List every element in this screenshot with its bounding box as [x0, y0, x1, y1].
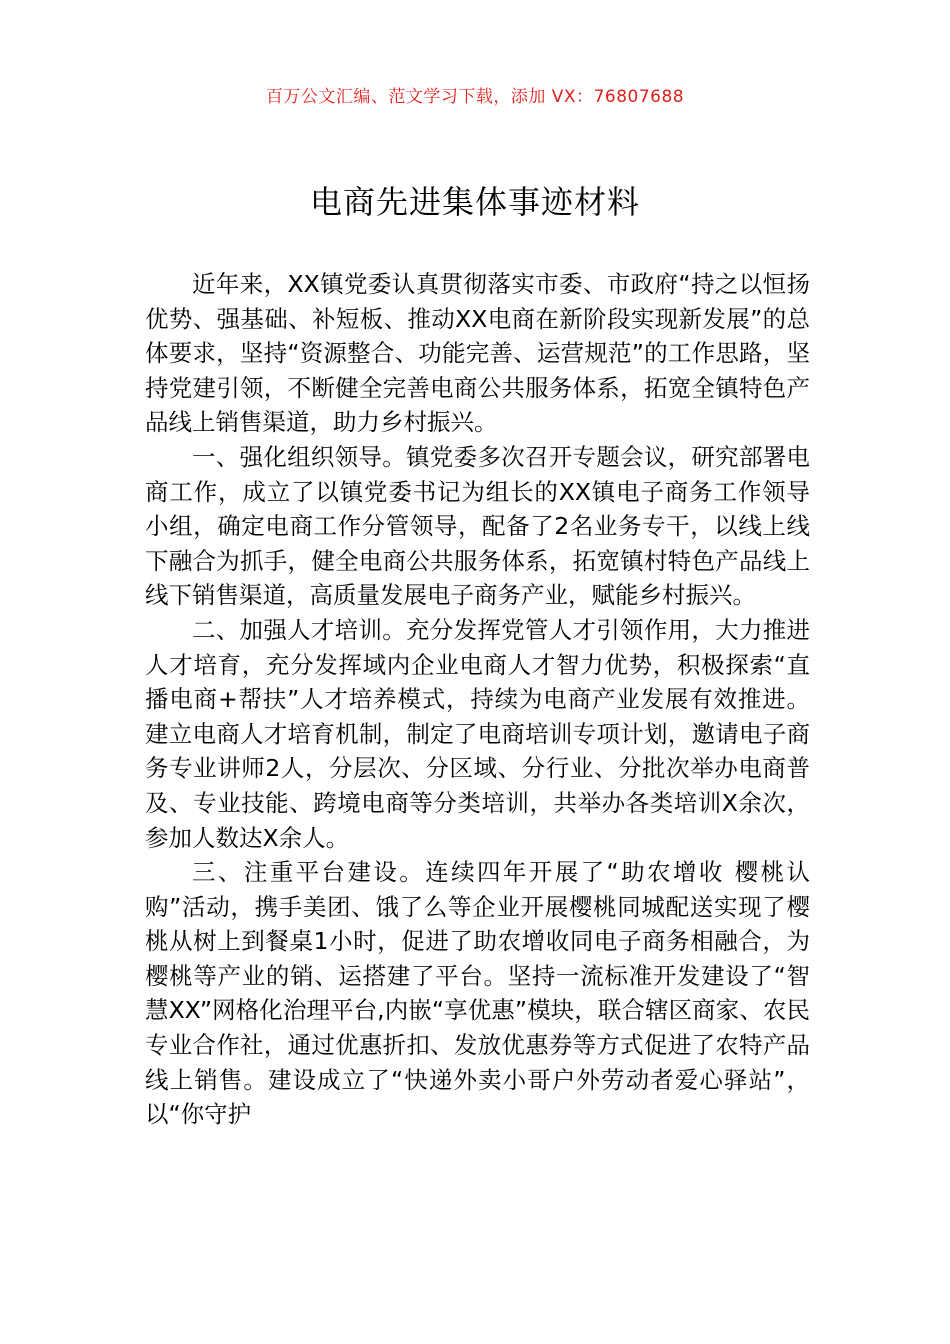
paragraph-intro: 近年来，XX镇党委认真贯彻落实市委、市政府“持之以恒扬优势、强基础、补短板、推动XX电商在新阶段实现新发展”的总体要求，坚持“资源整合、功能完善、运营规范”的工作思路，坚持党建引领，不断健全完善电商公共服务体系，拓宽全镇特色产品线上销售渠道，助力乡村振兴。 — [145, 270, 810, 437]
header-watermark-note: 百万公文汇编、范文学习下载，添加 VX：76807688 — [265, 87, 685, 107]
document-title: 电商先进集体事迹材料 — [309, 183, 640, 221]
paragraph-section-2: 二、加强人才培训。充分发挥党管人才引领作用，大力推进人才培育，充分发挥域内企业电商人才智力优势，积极探索“直播电商+帮扶”人才培养模式，持续为电商产业发展有效推进。建立电商人才培育机制，制定了电商培训专项计划，邀请电子商务专业讲师2人，分层次、分区域、分行业、分批次举办电商普及、专业技能、跨境电商等分类培训，共举办各类培训X余次，参加人数达X余人。 — [145, 615, 810, 852]
paragraph-section-3: 三、注重平台建设。连续四年开展了“助农增收 樱桃认购”活动，携手美团、饿了么等企业开展樱桃同城配送实现了樱桃从树上到餐桌1小时，促进了助农增收同电子商务相融合，为樱桃等产业的销、运搭建了平台。坚持一流标准开发建设了“智慧XX”网格化治理平台,内嵌“享优惠”模块，联合辖区商家、农民专业合作社，通过优惠折扣、发放优惠券等方式促进了农特产品线上销售。建设成立了“快递外卖小哥户外劳动者爱心驿站”，以“你守护 — [145, 858, 810, 1129]
paragraph-section-1: 一、强化组织领导。镇党委多次召开专题会议，研究部署电商工作，成立了以镇党委书记为组长的XX镇电子商务工作领导小组，确定电商工作分管领导，配备了2名业务专干，以线上线下融合为抓手，健全电商公共服务体系，拓宽镇村特色产品线上线下销售渠道，高质量发展电子商务产业，赋能乡村振兴。 — [145, 442, 810, 610]
document-body — [145, 267, 810, 1132]
